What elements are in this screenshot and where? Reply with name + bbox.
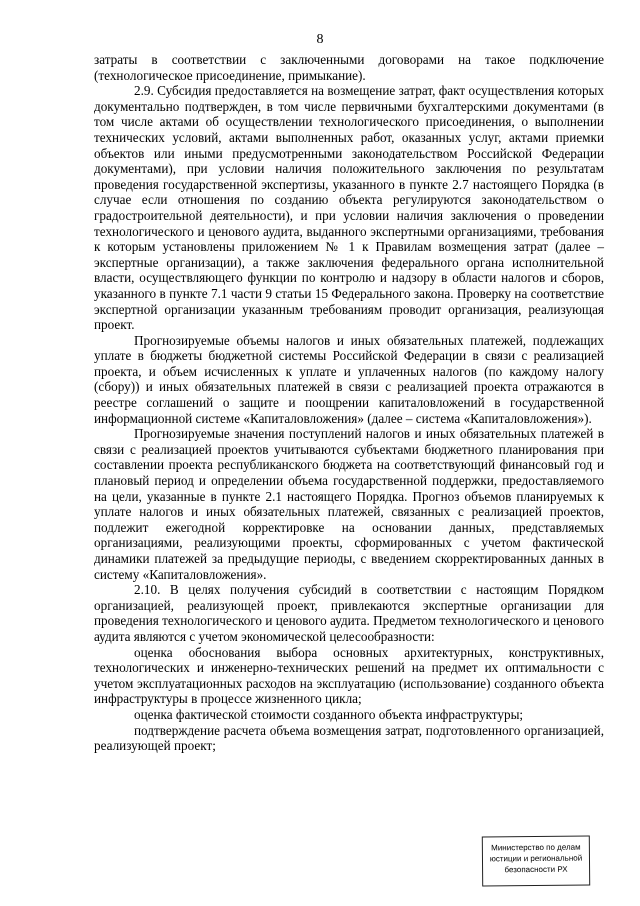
paragraph-2-9: 2.9. Субсидия предоставляется на возмещение затрат, факт осуществления которых документально подтвержден, в том числе первичными бухгалтерскими документами (в том числе актами об осуществлении технологического присоединения, о выполнении технических условий, актами выполненных работ, оказанных услуг, актами приемки объектов или иными предусмотренными законодательством Российской Федерации документами), при условии наличия положительного заключения по результатам проведения государственной экспертизы, указанного в пункте 2.7 настоящего Порядка (в случае если отношения по созданию объекта регулируются законодательством о градостроительной деятельности), и при условии наличия заключения о проведении технологического и ценового аудита, выданного экспертными организациями, требования к которым установлены приложением № 1 к Правилам возмещения затрат (далее – экспертные организации), а также заключения федерального органа исполнительной власти, осуществляющего функции по контролю и надзору в области налогов и сборов, указанного в пункте 7.1 части 9 статьи 15 Федерального закона. Проверку на соответствие экспертной организации указанным требованиям проводит организация, реализующая проект. bbox=[94, 83, 604, 333]
list-item-design-assessment: оценка обоснования выбора основных архитектурных, конструктивных, технологических и инженерно-технических решений на предмет их оптимальности с учетом эксплуатационных расходов на эксплуатацию (использование) созданного объекта инфраструктуры в процессе жизненного цикла; bbox=[94, 644, 604, 707]
ministry-stamp bbox=[482, 836, 590, 887]
stamp-line-2: юстиции и региональной bbox=[489, 853, 583, 864]
stamp-line-1: Министерство по делам bbox=[491, 842, 581, 853]
document-body bbox=[94, 52, 604, 754]
paragraph-tax-forecast: Прогнозируемые объемы налогов и иных обязательных платежей, подлежащих уплате в бюджеты бюджетной системы Российской Федерации в связи с реализацией проекта, и объем исчисленных к уплате и уплаченных налогов (по каждому налогу (сбору)) и иных обязательных платежей в связи с реализацией проекта отражаются в реестре соглашений о защите и поощрении капиталовложений в государственной информационной системе «Капиталовложения» (далее – система «Капиталовложения»). bbox=[94, 332, 604, 426]
paragraph-continuation: затраты в соответствии с заключенными договорами на такое подключение (технологическое присоединение, примыкание). bbox=[94, 52, 604, 83]
paragraph-tax-forecast-values: Прогнозируемые значения поступлений налогов и иных обязательных платежей в связи с реализацией проектов учитываются субъектами бюджетного планирования при составлении проекта республиканского бюджета на соответствующий финансовый год и плановый период и определении объема государственной поддержки, предоставляемого на цели, указанные в пункте 2.1 настоящего Порядка. Прогноз объемов планируемых к уплате налогов и иных обязательных платежей, связанных с реализацией проектов, подлежит ежегодной корректировке на основании данных, представляемых организациями, реализующими проекты, сформированных с учетом фактической динамики платежей за предыдущие периоды, с введением скорректированных данных в систему «Капиталовложения». bbox=[94, 426, 604, 582]
stamp-line-3: безопасности РХ bbox=[504, 864, 568, 875]
page-number: 8 bbox=[316, 32, 324, 47]
list-item-cost-assessment: оценка фактической стоимости созданного объекта инфраструктуры; bbox=[134, 706, 524, 722]
paragraph-2-10: 2.10. В целях получения субсидий в соответствии с настоящим Порядком организацией, реализующей проект, привлекаются экспертные организации для проведения технологического и ценового аудита. Предметом технологического и ценового аудита являются с учетом экономической целесообразности: bbox=[94, 582, 604, 644]
list-item-calculation-confirmation: подтверждение расчета объема возмещения затрат, подготовленного организацией, реализующей проект; bbox=[94, 722, 604, 754]
